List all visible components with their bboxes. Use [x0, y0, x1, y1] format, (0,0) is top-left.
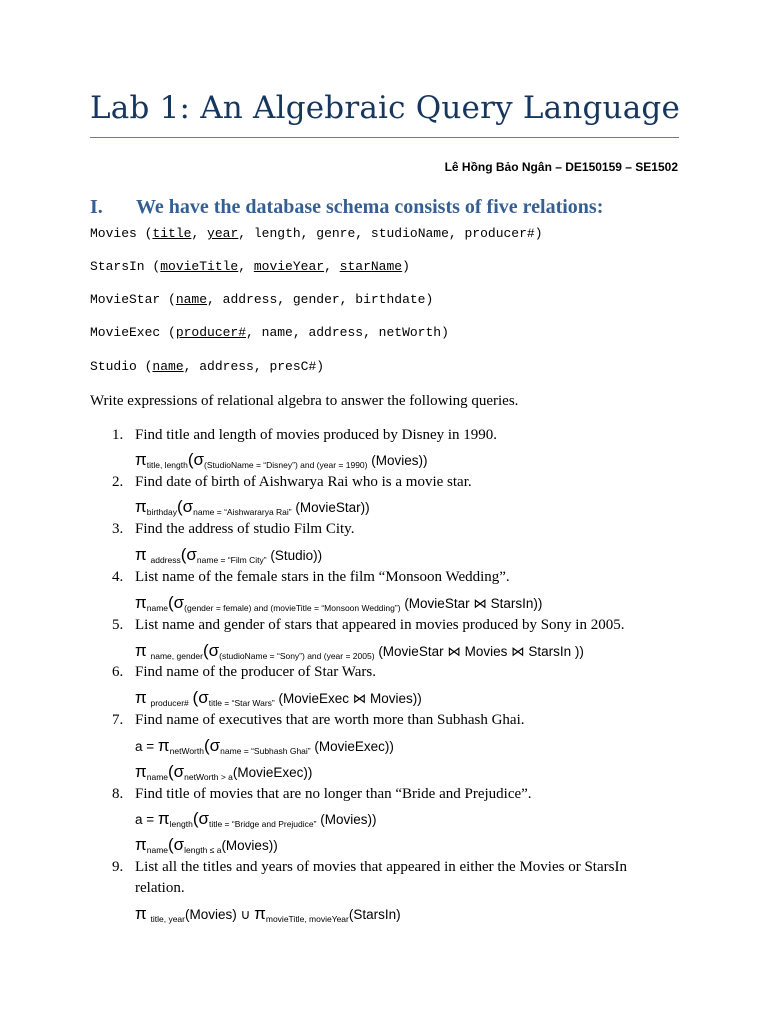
query-item — [112, 427, 497, 444]
query-number: 6. — [112, 664, 124, 680]
relation-name: Studio — [90, 359, 137, 374]
query-text: List name and gender of stars that appeared in movies produced by Sony in 2005. — [135, 617, 625, 633]
query-text: Find name of executives that are worth more than Subhash Ghai. — [135, 712, 525, 728]
relation-name: StarsIn — [90, 259, 145, 274]
expression-2: $\pi_{birthday}(\sigma_{name = “Aishwararya Rai”}$ (MovieStar)) — [135, 497, 370, 517]
attribute-text: , — [238, 259, 254, 274]
expression-7a: $a = \pi_{netWorth}(\sigma_{name = “Subhash Ghai”}$ (MovieExec)) — [135, 736, 394, 756]
key-attribute: producer# — [175, 325, 247, 340]
query-number: 5. — [112, 617, 124, 633]
expression-9: π $_{title, year}$(Movies) ∪ $\pi_{movieTitle, movieYear}(StarsIn)$ — [135, 904, 401, 924]
paren-close: ) — [402, 259, 410, 274]
attribute-text: , address, presC# — [183, 359, 317, 374]
query-item — [112, 474, 472, 491]
query-item — [112, 664, 376, 681]
expression-5: π $_{name, gender}(\sigma_{(studioName = “Sony”) and (year = 2005)}$ (MovieStar ⋈ Movies ⋈ StarsIn )) — [135, 641, 584, 661]
expression-6: π $_{producer\#}$ ($\sigma_{title = “Star Wars”}$ (MovieExec ⋈ Movies)) — [135, 688, 422, 708]
query-text: Find date of birth of Aishwarya Rai who is a movie star. — [135, 474, 472, 490]
paren-close: ) — [441, 325, 449, 340]
query-item — [112, 786, 532, 803]
expression-8a: $a = \pi_{length}(\sigma_{title = “Bridge and Prejudice”}$ (Movies)) — [135, 809, 377, 829]
key-attribute: starName — [339, 259, 403, 274]
expression-7b: $\pi_{name}(\sigma_{netWorth > a}(MovieExec))$ — [135, 762, 313, 782]
paren-open: ( — [160, 325, 176, 340]
query-text: List all the titles and years of movies that appeared in either the Movies or StarsIn — [135, 859, 627, 875]
query-text: Find name of the producer of Star Wars. — [135, 664, 376, 680]
page-title: Lab 1: An Algebraic Query Language — [90, 90, 680, 126]
schema-relation — [90, 325, 449, 340]
query-item — [112, 712, 524, 729]
query-number: 1. — [112, 427, 124, 443]
query-text: Find title of movies that are no longer than “Bride and Prejudice”. — [135, 786, 532, 802]
query-number: 3. — [112, 521, 124, 537]
query-number: 7. — [112, 712, 124, 728]
paren-close: ) — [316, 359, 325, 374]
query-text: relation. — [135, 880, 185, 896]
expression-1: $\pi_{title, length}(\sigma_{(StudioName = “Disney”) and (year = 1990)}$ (Movies)) — [135, 450, 428, 470]
query-item — [112, 569, 510, 586]
query-number: 9. — [112, 859, 124, 875]
schema-relation — [90, 226, 543, 241]
query-item — [112, 859, 627, 876]
query-text: List name of the female stars in the film “Monsoon Wedding”. — [135, 569, 510, 585]
relation-name: MovieExec — [90, 325, 161, 340]
query-item — [112, 617, 624, 634]
key-attribute: year — [207, 226, 239, 241]
query-text: Find the address of studio Film City. — [135, 521, 355, 537]
paren-open: ( — [136, 226, 153, 241]
section-heading-text: We have the database schema consists of five relations: — [136, 196, 604, 218]
paren-open: ( — [160, 292, 176, 307]
intro-text: Write expressions of relational algebra to answer the following queries. — [90, 393, 519, 409]
query-text: Find title and length of movies produced by Disney in 1990. — [135, 427, 498, 443]
query-item — [112, 521, 354, 538]
query-item — [112, 880, 185, 897]
key-attribute: name — [152, 359, 184, 374]
schema-relation — [90, 259, 410, 274]
key-attribute: movieTitle — [160, 259, 239, 274]
relation-name: Movies — [90, 226, 137, 241]
attribute-text: , address, gender, birthdate — [207, 292, 426, 307]
expression-8b: $\pi_{name}(\sigma_{length \le a}(Movies))$ — [135, 835, 278, 855]
attribute-text: , length, genre, studioName, producer# — [238, 226, 535, 241]
paren-open: ( — [136, 359, 153, 374]
expression-4: $\pi_{name}(\sigma_{(gender = female) and (movieTitle = “Monsoon Wedding”)}$ (MovieStar ⋈ StarsIn)) — [135, 593, 543, 613]
section-number: I. — [90, 196, 103, 218]
key-attribute: title — [152, 226, 192, 241]
author-line: Lê Hồng Bảo Ngân – DE150159 – SE1502 — [444, 160, 678, 174]
paren-close: ) — [425, 292, 434, 307]
attribute-text: , name, address, netWorth — [246, 325, 442, 340]
key-attribute: name — [175, 292, 208, 307]
key-attribute: movieYear — [253, 259, 325, 274]
query-number: 2. — [112, 474, 124, 490]
section-heading — [90, 196, 603, 219]
query-number: 8. — [112, 786, 124, 802]
schema-relation — [90, 292, 433, 307]
paren-close: ) — [534, 226, 543, 241]
schema-relation — [90, 359, 324, 374]
paren-open: ( — [144, 259, 161, 274]
attribute-text: , — [191, 226, 208, 241]
attribute-text: , — [324, 259, 340, 274]
query-number: 4. — [112, 569, 124, 585]
relation-name: MovieStar — [90, 292, 161, 307]
title-divider — [90, 137, 679, 138]
expression-3: π $_{address}(\sigma_{name = “Film City”}$ (Studio)) — [135, 545, 323, 565]
